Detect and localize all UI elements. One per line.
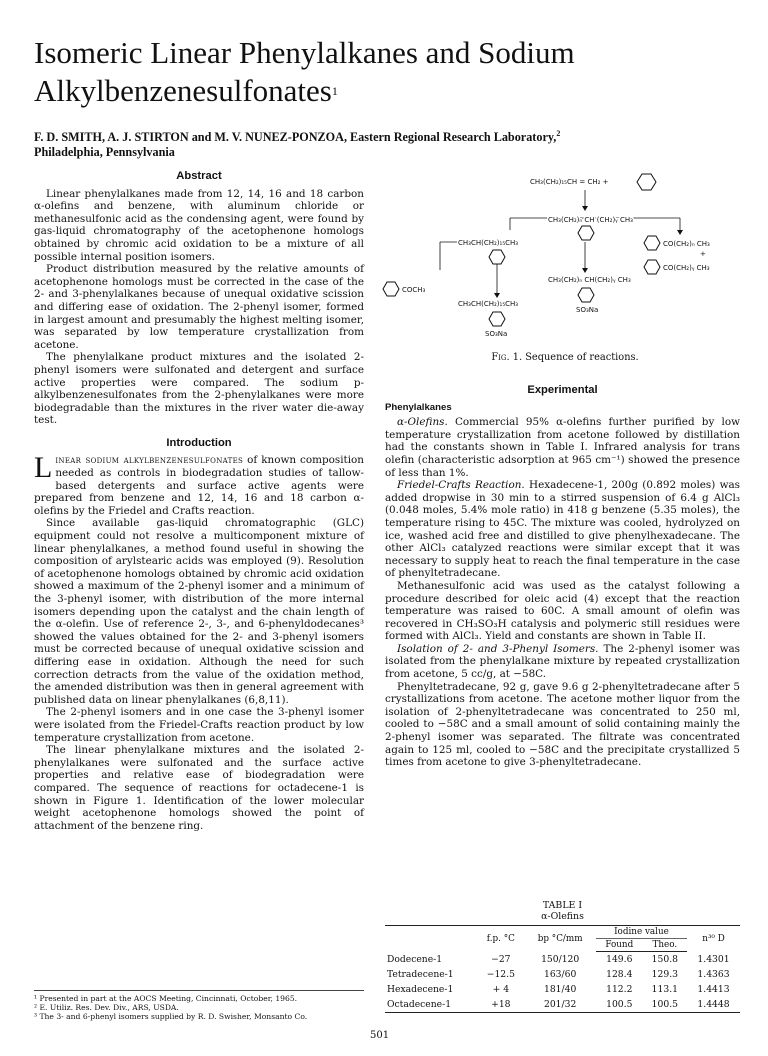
phenylalkane-label: CH₃(CH₂)ₙ CH (CH₂)ᵧ CH₃ xyxy=(548,216,633,224)
benzene-ring-icon xyxy=(637,174,656,190)
cell-fp: −27 xyxy=(491,953,511,965)
cell-found: 112.2 xyxy=(606,984,633,995)
abstract-paragraph: Product distribution measured by the relative amounts of acetophenone homologs must be corrected in the case of the 2- and 3-phenylalkanes because of unequal oxidative scission and differing ease of oxidation. The 2-phenyl isomer, formed in largest amount and presumably the highest melting isomer, was separated by low temperature crystallization from acetone. xyxy=(34,263,364,351)
cell-nd: 1.4301 xyxy=(697,953,730,965)
dropcap-letter: L xyxy=(34,451,53,485)
cell-bp: 163/60 xyxy=(543,969,577,980)
table-row xyxy=(385,997,740,1013)
table-title: TABLE I xyxy=(542,900,583,911)
plus-label: + xyxy=(700,250,706,258)
author-block xyxy=(34,126,734,160)
reaction-figure xyxy=(380,170,750,375)
figure-caption-text: Sequence of reactions. xyxy=(522,352,639,363)
arrow-head-icon xyxy=(582,268,588,273)
title-footnote-marker: 1 xyxy=(331,84,338,98)
cell-bp: 150/120 xyxy=(541,953,580,965)
arrow-head-icon xyxy=(677,230,683,235)
ketone2-label: CO(CH₂)ᵧ CH₃ xyxy=(663,264,710,272)
cell-nd: 1.4363 xyxy=(697,969,730,980)
ketone1-label: CO(CH₂)ₙ CH₃ xyxy=(663,240,710,248)
header-found: Found xyxy=(596,939,643,952)
intro-lead: inear sodium alkylbenzenesulfonates xyxy=(55,454,244,467)
cell-name: Octadecene-1 xyxy=(385,997,477,1013)
cell-theo: 150.8 xyxy=(651,954,678,965)
olefins-text: Commercial 95% α-olefins further purified by low temperature crystallization from acetone followed by distillation had the constants shown in Table I. Infrared analysis for trans olefin (characteristic adsorption at 965 cm⁻¹) showed the presence of less than 1%. xyxy=(385,416,740,479)
acetophenone-label: COCH₃ xyxy=(402,286,426,294)
abstract-paragraph: Linear phenylalkanes made from 12, 14, 16 and 18 carbon α-olefins and benzene, with aluminum chloride or methanesulfonic acid as the condensing agent, were found by gas-liquid chromatography of the acetophenone homologs obtained by chromic acid oxidation to be a mixture of all possible internal position isomers. xyxy=(34,187,364,263)
authors-line: F. D. SMITH, A. J. STIRTON and M. V. NUNEZ-PONZOA, Eastern Regional Research Laboratory, xyxy=(34,130,557,145)
header-fp: f.p. °C xyxy=(477,926,524,952)
cell-nd: 1.4448 xyxy=(687,997,740,1013)
cell-theo: 113.1 xyxy=(651,984,678,995)
iso-title: Isolation of 2- and 3-Phenyl Isomers. xyxy=(397,642,599,655)
olefins-paragraph xyxy=(385,416,740,479)
benzene-ring-icon xyxy=(578,226,594,240)
isolation-paragraph xyxy=(385,643,740,681)
benzene-ring-icon xyxy=(578,288,594,302)
abstract-heading: Abstract xyxy=(176,170,222,182)
benzene-ring-icon xyxy=(489,250,505,264)
olefins-table xyxy=(385,925,740,1013)
sulfonate-label: CH₃(CH₂)ₙ CH(CH₂)ᵧ CH₃ xyxy=(548,276,631,284)
fc-title: Friedel-Crafts Reaction. xyxy=(397,479,525,492)
cell-fp: −12.5 xyxy=(486,969,515,980)
cell-bp: 181/40 xyxy=(543,984,577,995)
abstract-paragraph: The phenylalkane product mixtures and the isolated 2-phenyl isomers were sulfonated and detergent and surface active properties were compared. The sodium p-alkylbenzenesulfonates from the 2-phenylalkanes were more biodegradable than the mixtures in the river water die-away test. xyxy=(34,351,364,427)
intro-paragraph: The 2-phenyl isomers and in one case the 3-phenyl isomer were isolated from the Friedel-Crafts reaction product by low temperature crystallization from acetone. xyxy=(34,706,364,744)
authors-location: Philadelphia, Pennsylvania xyxy=(34,145,175,160)
benzene-ring-icon xyxy=(383,282,399,296)
msa-paragraph: Methanesulfonic acid was used as the catalyst following a procedure described for oleic acid (4) except that the reaction temperature was raised to 60C. A small amount of olefin was recovered in CH₃SO₃H catalysis and polymeric still residues were formed with AlCl₃. Yield and constants are shown in Table II. xyxy=(385,579,740,643)
header-nd: n³⁰ D xyxy=(687,926,740,952)
intro-paragraph: The linear phenylalkane mixtures and the isolated 2-phenylalkanes were sulfonated and the surface active properties and relative ease of biodegradation were compared. The sequence of reactions for octadecene-1 is shown in Figure 1. Identification of the lower molecular weight acetophenone homologs showed the point of attachment of the benzene ring. xyxy=(34,744,364,832)
benzene-ring-icon xyxy=(489,312,505,326)
isomer2-label: CH₃CH(CH₂)₁₅CH₃ xyxy=(458,239,519,247)
iso-text: The 2-phenyl isomer was isolated from the phenylalkane mixture by repeated crystallization from acetone, 5 cc/g, at −58C. xyxy=(385,642,740,681)
figure-caption xyxy=(380,352,750,363)
cell-found: 100.5 xyxy=(596,997,643,1013)
right-column xyxy=(385,384,740,769)
cell-found: 149.6 xyxy=(606,954,633,965)
authors-footnote-marker: 2 xyxy=(556,129,561,138)
article-title: Isomeric Linear Phenylalkanes and Sodium Alkylbenzenesulfonates$^1$ xyxy=(34,35,575,108)
cell-fp: +18 xyxy=(477,997,524,1013)
footnote: ¹ Presented in part at the AOCS Meeting, Cincinnati, October, 1965. xyxy=(34,994,298,1003)
benzene-ring-icon xyxy=(644,236,660,250)
arrow-head-icon xyxy=(494,293,500,298)
footnote: ³ The 3- and 6-phenyl isomers supplied by R. D. Swisher, Monsanto Co. xyxy=(34,1012,308,1021)
arrow-head-icon xyxy=(582,206,588,211)
isomer2b-label: CH₃CH(CH₂)₁₅CH₃ xyxy=(458,300,519,308)
table-row xyxy=(385,952,740,968)
cell-theo: 100.5 xyxy=(643,997,687,1013)
fc-text: Hexadecene-1, 200g (0.892 moles) was added dropwise in 30 min to a stirred suspension of 6.4 g AlCl₃ (0.048 moles, 5.4% mole ratio) in 418 g benzene (5.35 moles), the temperature rising to 45C. The mixture was cooled, hydrolyzed on ice, washed acid free and distilled to give phenylhexadecane. The other AlCl₃ catalyzed reactions were similar except that it was necessary to supply heat to reach the final temperature in the case of phenyltetradecane. xyxy=(385,479,740,580)
phenyltetradecane-paragraph: Phenyltetradecane, 92 g, gave 9.6 g 2-phenyltetradecane after 5 crystallizations from acetone. The acetone mother liquor from the isolation of 2-phenyltetradecane was concentrated to 250 ml, cooled to −58C and a small amount of solid containing mainly the 2-phenyl isomer was separated. The filtrate was concentrated again to 125 ml, cooled to −58C and the precipitate crystallized 5 times from acetone to give 3-phenyltetradecane. xyxy=(385,680,740,769)
benzene-ring-icon xyxy=(644,260,660,274)
header-iodine: Iodine value xyxy=(596,926,687,939)
table-olefins xyxy=(385,900,740,1013)
reaction-scheme xyxy=(380,170,750,350)
footnotes xyxy=(34,990,364,1021)
left-column xyxy=(34,170,364,832)
cell-name: Tetradecene-1 xyxy=(387,969,454,980)
cell-nd: 1.4413 xyxy=(697,984,730,995)
phenylalkanes-subheading: Phenylalkanes xyxy=(385,401,452,413)
cell-found: 128.4 xyxy=(606,969,633,980)
cell-name: Hexadecene-1 xyxy=(387,984,454,995)
so3na-label: SO₃Na xyxy=(576,306,599,314)
page-number: 501 xyxy=(370,1030,390,1041)
introduction-heading: Introduction xyxy=(166,436,232,449)
header-theo: Theo. xyxy=(643,939,687,952)
reactants-label: CH₃(CH₂)₁₅CH = CH₂ + xyxy=(530,178,609,186)
so3na-label: SO₃Na xyxy=(485,330,508,338)
table-header-row xyxy=(385,926,740,939)
figure-caption-label: Fig. 1. xyxy=(491,352,523,363)
table-row xyxy=(385,982,740,997)
experimental-heading: Experimental xyxy=(527,384,598,396)
footnote: ² E. Utiliz. Res. Dev. Div., ARS, USDA. xyxy=(34,1003,179,1012)
intro-paragraph xyxy=(34,451,364,517)
table-row xyxy=(385,967,740,982)
cell-bp: 201/32 xyxy=(524,997,596,1013)
header-bp: bp °C/mm xyxy=(524,926,596,952)
cell-name: Dodecene-1 xyxy=(387,953,443,965)
intro-paragraph: Since available gas-liquid chromatographic (GLC) equipment could not resolve a multicomponent mixture of linear phenylalkanes, a method found useful in showing the composition of arylstearic acids was employed (9). Resolution of acetophenone homologs obtained by chromic acid oxidation showed a maximum of the 2-phenyl isomer and a minimum of the 3-phenyl isomer, with distribution of the more internal isomers depending upon the catalyst and the chain length of the α-olefin. Use of reference 2-, 3-, and 6-phenyldodecanes³ showed the values obtained for the 2- and 3-phenyl isomers must be corrected because of unequal oxidative scission and differing ease in oxidation. Although the need for such correction detracts from the value of the oxidation method, the amended distribution was then in general agreement with published data on linear phenylalkanes (6,8,11). xyxy=(34,517,364,706)
table-subtitle: α-Olefins xyxy=(541,911,584,922)
intro-text: of known composition needed as controls in biodegradation studies of tallow-based detergents and surface active agents were prepared from benzene and 12, 14, 16 and 18 carbon α-olefins by the Friedel and Crafts reaction. xyxy=(34,454,364,517)
cell-fp: + 4 xyxy=(492,984,510,995)
friedel-crafts-paragraph xyxy=(385,479,740,580)
olefins-title: α-Olefins. xyxy=(397,416,448,429)
cell-theo: 129.3 xyxy=(651,969,678,980)
